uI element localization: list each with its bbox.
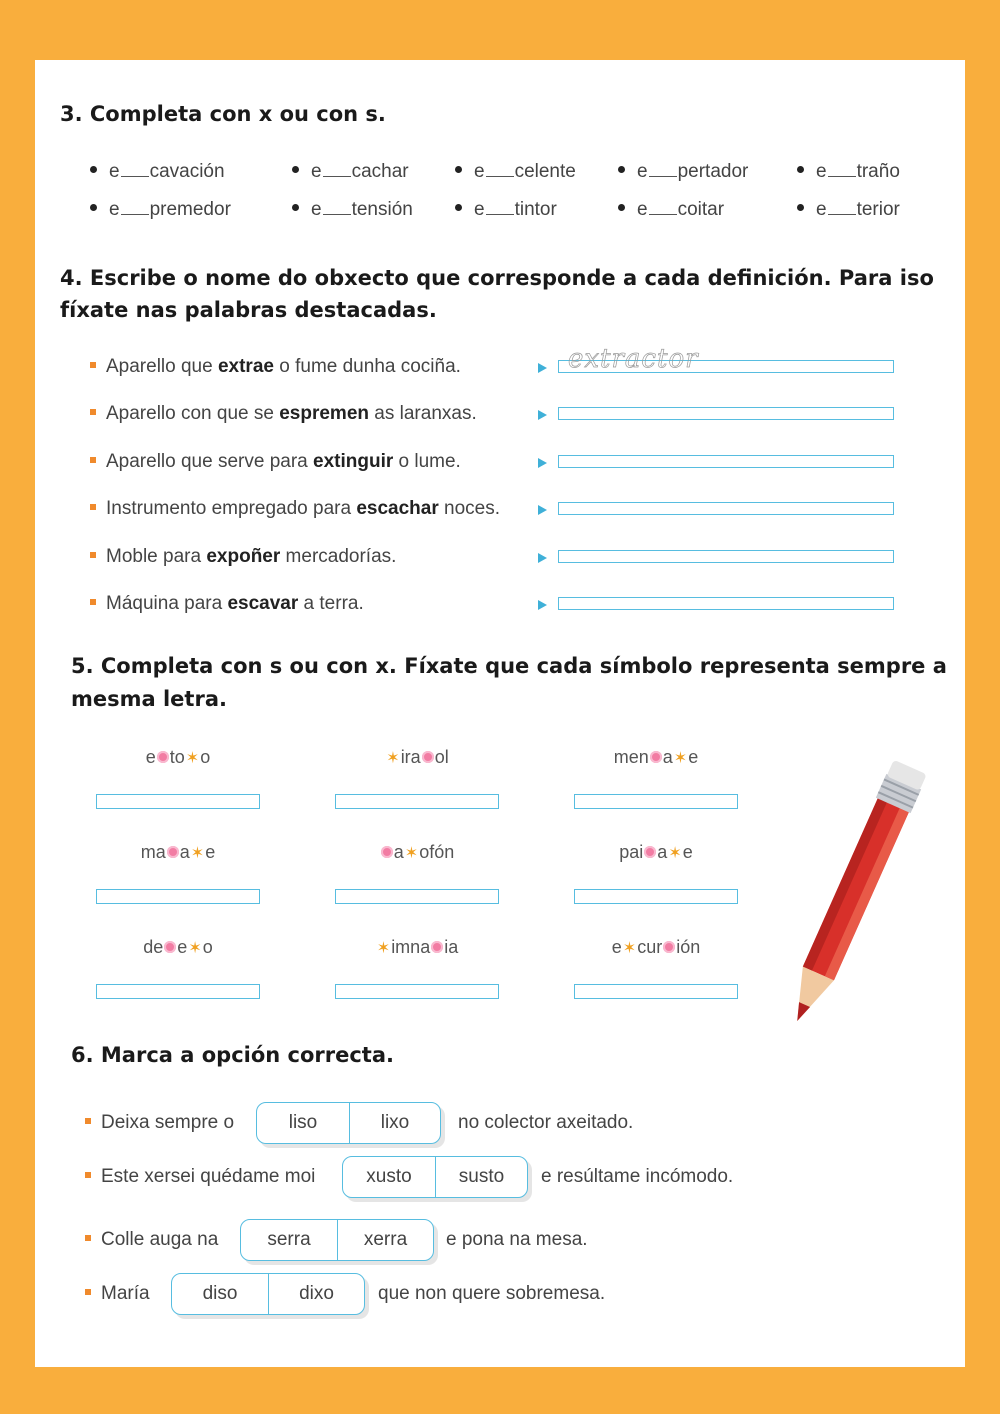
word-suffix: cavación bbox=[149, 161, 225, 182]
bullet-icon bbox=[618, 204, 625, 211]
flower-icon bbox=[167, 846, 179, 858]
flower-icon bbox=[157, 751, 169, 763]
arrow-icon bbox=[538, 458, 547, 468]
option-button[interactable]: liso bbox=[257, 1103, 350, 1143]
flower-icon bbox=[663, 941, 675, 953]
answer-line[interactable] bbox=[558, 550, 894, 563]
section-3-heading: 3. Completa con x ou con s. bbox=[60, 102, 386, 126]
section-4-heading-line-2: fíxate nas palabras destacadas. bbox=[60, 298, 437, 322]
option-button[interactable]: serra bbox=[241, 1220, 338, 1260]
star-icon: ✶ bbox=[190, 845, 205, 862]
section-4-heading-line-1: 4. Escribe o nome do obxecto que corresponde a cada definición. Para iso bbox=[60, 266, 934, 290]
flower-icon bbox=[164, 941, 176, 953]
answer-line[interactable] bbox=[96, 794, 260, 809]
bullet-icon bbox=[455, 204, 462, 211]
flower-icon bbox=[381, 846, 393, 858]
sentence-end: que non quere sobremesa. bbox=[378, 1283, 606, 1304]
word-prefix: e bbox=[474, 199, 485, 220]
word-fragment: men bbox=[613, 747, 649, 767]
definition-text: o fume dunha cociña. bbox=[273, 356, 461, 377]
bullet-icon bbox=[85, 1118, 91, 1124]
option-button[interactable]: lixo bbox=[380, 1112, 410, 1133]
exercise-item bbox=[618, 160, 748, 183]
word-fragment: ira bbox=[400, 747, 421, 767]
word-prefix: e bbox=[109, 161, 120, 182]
arrow-icon bbox=[538, 410, 547, 420]
highlighted-word: escavar bbox=[227, 593, 299, 614]
exercise-item bbox=[90, 160, 225, 183]
sentence-end: no colector axeitado. bbox=[458, 1112, 634, 1133]
highlighted-word: extinguir bbox=[313, 451, 394, 472]
definition-text: Máquina para bbox=[106, 593, 228, 614]
word-prefix: e bbox=[637, 199, 648, 220]
word-fragment: a bbox=[393, 842, 404, 862]
definition-item bbox=[90, 451, 461, 473]
bullet-icon bbox=[90, 552, 96, 558]
bullet-icon bbox=[292, 166, 299, 173]
bullet-icon bbox=[618, 166, 625, 173]
answer-line[interactable] bbox=[574, 889, 738, 904]
star-icon: ✶ bbox=[376, 940, 391, 957]
answer-line[interactable] bbox=[335, 889, 499, 904]
word-fragment: ofón bbox=[419, 842, 455, 862]
word-suffix: pertador bbox=[677, 161, 749, 182]
answer-line[interactable] bbox=[96, 889, 260, 904]
word-fragment: de bbox=[143, 937, 164, 957]
letter-blank[interactable] bbox=[828, 160, 856, 177]
letter-blank[interactable] bbox=[323, 198, 351, 215]
definition-text: Moble para bbox=[106, 546, 207, 567]
letter-blank[interactable] bbox=[121, 198, 149, 215]
bullet-icon bbox=[90, 166, 97, 173]
star-icon: ✶ bbox=[668, 845, 682, 862]
word-prefix: e bbox=[637, 161, 648, 182]
symbol-word bbox=[556, 937, 756, 958]
definition-text: Instrumento empregado para bbox=[106, 498, 357, 519]
pencil-icon bbox=[760, 750, 940, 1050]
option-button[interactable]: diso bbox=[172, 1274, 269, 1314]
section-5-heading-line-2: mesma letra. bbox=[71, 687, 227, 711]
exercise-item bbox=[455, 160, 576, 183]
option-box bbox=[256, 1102, 441, 1144]
definition-item bbox=[90, 403, 477, 425]
flower-icon bbox=[431, 941, 443, 953]
word-prefix: e bbox=[311, 199, 322, 220]
sentence-text: Este xersei quédame moi bbox=[101, 1166, 316, 1187]
star-icon: ✶ bbox=[673, 750, 688, 767]
bullet-icon bbox=[85, 1172, 91, 1178]
word-prefix: e bbox=[816, 161, 827, 182]
word-fragment: o bbox=[200, 747, 211, 767]
word-suffix: terior bbox=[856, 199, 900, 220]
bullet-icon bbox=[797, 166, 804, 173]
bullet-icon bbox=[90, 504, 96, 510]
answer-line[interactable] bbox=[558, 502, 894, 515]
symbol-word bbox=[317, 747, 517, 768]
bullet-icon bbox=[455, 166, 462, 173]
symbol-word bbox=[556, 842, 756, 863]
highlighted-word: espremen bbox=[279, 403, 370, 424]
letter-blank[interactable] bbox=[486, 160, 514, 177]
word-fragment: o bbox=[202, 937, 213, 957]
word-fragment: a bbox=[662, 747, 673, 767]
bullet-icon bbox=[85, 1289, 91, 1295]
word-suffix: tensión bbox=[351, 199, 413, 220]
word-fragment: e bbox=[205, 842, 216, 862]
symbol-word bbox=[78, 937, 278, 958]
letter-blank[interactable] bbox=[649, 198, 677, 215]
star-icon: ✶ bbox=[185, 750, 200, 767]
word-fragment: e bbox=[177, 937, 188, 957]
definition-text: noces. bbox=[438, 498, 500, 519]
option-button[interactable]: dixo bbox=[299, 1283, 334, 1304]
word-fragment: ma bbox=[140, 842, 166, 862]
exercise-item bbox=[90, 198, 231, 221]
exercise-item bbox=[797, 198, 900, 221]
example-answer: extractor bbox=[568, 344, 699, 374]
bullet-icon bbox=[292, 204, 299, 211]
exercise-item bbox=[292, 160, 409, 183]
bullet-icon bbox=[90, 204, 97, 211]
sentence-text: Deixa sempre o bbox=[101, 1112, 235, 1133]
option-button[interactable]: xusto bbox=[343, 1157, 436, 1197]
star-icon: ✶ bbox=[188, 940, 202, 957]
answer-line[interactable] bbox=[574, 984, 738, 999]
answer-line[interactable] bbox=[558, 597, 894, 610]
word-suffix: traño bbox=[856, 161, 900, 182]
flower-icon bbox=[644, 846, 656, 858]
symbol-word bbox=[556, 747, 756, 768]
option-button[interactable]: xerra bbox=[363, 1229, 408, 1250]
flower-icon bbox=[422, 751, 434, 763]
star-icon: ✶ bbox=[404, 845, 419, 862]
answer-line[interactable] bbox=[558, 455, 894, 468]
definition-text: a terra. bbox=[298, 593, 364, 614]
word-fragment: ia bbox=[444, 937, 459, 957]
sentence-end: e pona na mesa. bbox=[446, 1229, 588, 1250]
exercise-item bbox=[455, 198, 557, 221]
bullet-icon bbox=[797, 204, 804, 211]
symbol-word bbox=[78, 842, 278, 863]
option-box bbox=[240, 1219, 434, 1261]
word-prefix: e bbox=[311, 161, 322, 182]
bullet-icon bbox=[90, 409, 96, 415]
answer-line[interactable] bbox=[335, 794, 499, 809]
bullet-icon bbox=[90, 362, 96, 368]
word-fragment: ol bbox=[434, 747, 449, 767]
word-fragment: a bbox=[657, 842, 668, 862]
sentence-text: Colle auga na bbox=[101, 1229, 219, 1250]
word-suffix: coitar bbox=[677, 199, 725, 220]
word-suffix: cachar bbox=[351, 161, 409, 182]
sentence-start bbox=[85, 1112, 234, 1134]
star-icon: ✶ bbox=[386, 750, 400, 767]
definition-text: mercadorías. bbox=[280, 546, 397, 567]
answer-line[interactable] bbox=[574, 794, 738, 809]
definition-text: o lume. bbox=[393, 451, 461, 472]
arrow-icon bbox=[538, 600, 547, 610]
sentence-end: e resúltame incómodo. bbox=[541, 1166, 734, 1187]
arrow-icon bbox=[538, 363, 547, 373]
definition-text: Aparello que serve para bbox=[106, 451, 314, 472]
word-fragment: e bbox=[682, 842, 693, 862]
word-suffix: celente bbox=[514, 161, 576, 182]
exercise-item bbox=[797, 160, 900, 183]
sentence-start bbox=[85, 1166, 315, 1188]
word-fragment: cur bbox=[637, 937, 663, 957]
bullet-icon bbox=[85, 1235, 91, 1241]
letter-blank[interactable] bbox=[649, 160, 677, 177]
highlighted-word: escachar bbox=[356, 498, 439, 519]
letter-blank[interactable] bbox=[323, 160, 351, 177]
answer-line[interactable] bbox=[335, 984, 499, 999]
definition-item bbox=[90, 593, 364, 615]
word-fragment: imna bbox=[391, 937, 431, 957]
definition-text: as laranxas. bbox=[369, 403, 477, 424]
symbol-word bbox=[78, 747, 278, 768]
word-fragment: to bbox=[169, 747, 185, 767]
symbol-word bbox=[317, 937, 517, 958]
letter-blank[interactable] bbox=[828, 198, 856, 215]
section-6-heading: 6. Marca a opción correcta. bbox=[71, 1043, 394, 1067]
sentence-start bbox=[85, 1229, 218, 1251]
definition-text: Aparello con que se bbox=[106, 403, 280, 424]
answer-line[interactable] bbox=[96, 984, 260, 999]
definition-item bbox=[90, 356, 461, 378]
word-fragment: pai bbox=[619, 842, 644, 862]
word-suffix: premedor bbox=[149, 199, 231, 220]
word-suffix: tintor bbox=[514, 199, 557, 220]
option-box bbox=[171, 1273, 365, 1315]
letter-blank[interactable] bbox=[486, 198, 514, 215]
bullet-icon bbox=[90, 457, 96, 463]
definition-item bbox=[90, 498, 500, 520]
answer-line[interactable] bbox=[558, 407, 894, 420]
definition-item bbox=[90, 546, 396, 568]
star-icon: ✶ bbox=[622, 940, 637, 957]
option-button[interactable]: susto bbox=[458, 1166, 505, 1187]
exercise-item bbox=[292, 198, 413, 221]
sentence-start bbox=[85, 1283, 150, 1305]
symbol-word bbox=[317, 842, 517, 863]
word-fragment: e bbox=[688, 747, 699, 767]
word-fragment: a bbox=[179, 842, 190, 862]
word-fragment: ión bbox=[676, 937, 701, 957]
letter-blank[interactable] bbox=[121, 160, 149, 177]
arrow-icon bbox=[538, 505, 547, 515]
word-prefix: e bbox=[474, 161, 485, 182]
word-prefix: e bbox=[109, 199, 120, 220]
highlighted-word: extrae bbox=[217, 356, 274, 377]
highlighted-word: expoñer bbox=[206, 546, 281, 567]
arrow-icon bbox=[538, 553, 547, 563]
section-5-heading-line-1: 5. Completa con s ou con x. Fíxate que cada símbolo representa sempre a bbox=[71, 654, 947, 678]
word-prefix: e bbox=[816, 199, 827, 220]
word-fragment: e bbox=[145, 747, 156, 767]
bullet-icon bbox=[90, 599, 96, 605]
flower-icon bbox=[650, 751, 662, 763]
exercise-item bbox=[618, 198, 724, 221]
word-fragment: e bbox=[611, 937, 622, 957]
option-box bbox=[342, 1156, 528, 1198]
definition-text: Aparello que bbox=[106, 356, 218, 377]
sentence-text: María bbox=[101, 1283, 150, 1304]
